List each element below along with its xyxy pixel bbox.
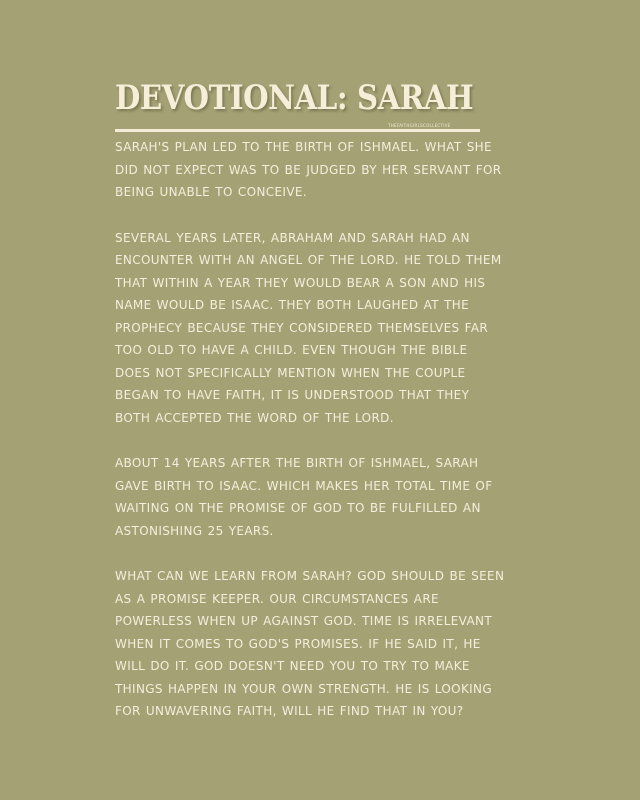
page-title: DEVOTIONAL: SARAH bbox=[115, 78, 474, 118]
paragraph-3: ABOUT 14 YEARS AFTER THE BIRTH OF ISHMAEL, SARAH GAVE BIRTH TO ISAAC. WHICH MAKES HER TOTAL TIME OF WAITING ON THE PROMISE OF GOD TO BE FULFILLED AN ASTONISHING 25 YEARS. bbox=[115, 456, 493, 538]
paragraph-1: SARAH'S PLAN LED TO THE BIRTH OF ISHMAEL. WHAT SHE DID NOT EXPECT WAS TO BE JUDGED BY HER SERVANT FOR BEING UNABLE TO CONCEIVE. bbox=[115, 140, 502, 199]
title-divider bbox=[115, 129, 480, 132]
watermark-text: THEFAITHGIRLSCOLLECTIVE bbox=[388, 123, 451, 128]
devotional-body bbox=[115, 136, 505, 746]
paragraph-2: SEVERAL YEARS LATER, ABRAHAM AND SARAH HAD AN ENCOUNTER WITH AN ANGEL OF THE LORD. HE TOLD THEM THAT WITHIN A YEAR THEY WOULD BEAR A SON AND HIS NAME WOULD BE ISAAC. THEY BOTH LAUGHED AT THE PROPHECY BECAUSE THEY CONSIDERED THEMSELVES FAR TOO OLD TO HAVE A CHILD. EVEN THOUGH THE BIBLE DOES NOT SPECIFICALLY MENTION WHEN THE COUPLE BEGAN TO HAVE FAITH, IT IS UNDERSTOOD THAT THEY BOTH ACCEPTED THE WORD OF THE LORD. bbox=[115, 230, 502, 425]
paragraph-4: WHAT CAN WE LEARN FROM SARAH? GOD SHOULD BE SEEN AS A PROMISE KEEPER. OUR CIRCUMSTANCES ARE POWERLESS WHEN UP AGAINST GOD. TIME IS IRRELEVANT WHEN IT COMES TO GOD'S PROMISES. IF HE SAID IT, HE WILL DO IT. GOD DOESN'T NEED YOU TO TRY TO MAKE THINGS HAPPEN IN YOUR OWN STRENGTH. HE IS LOOKING FOR UNWAVERING FAITH, WILL HE FIND THAT IN YOU? bbox=[115, 569, 505, 718]
